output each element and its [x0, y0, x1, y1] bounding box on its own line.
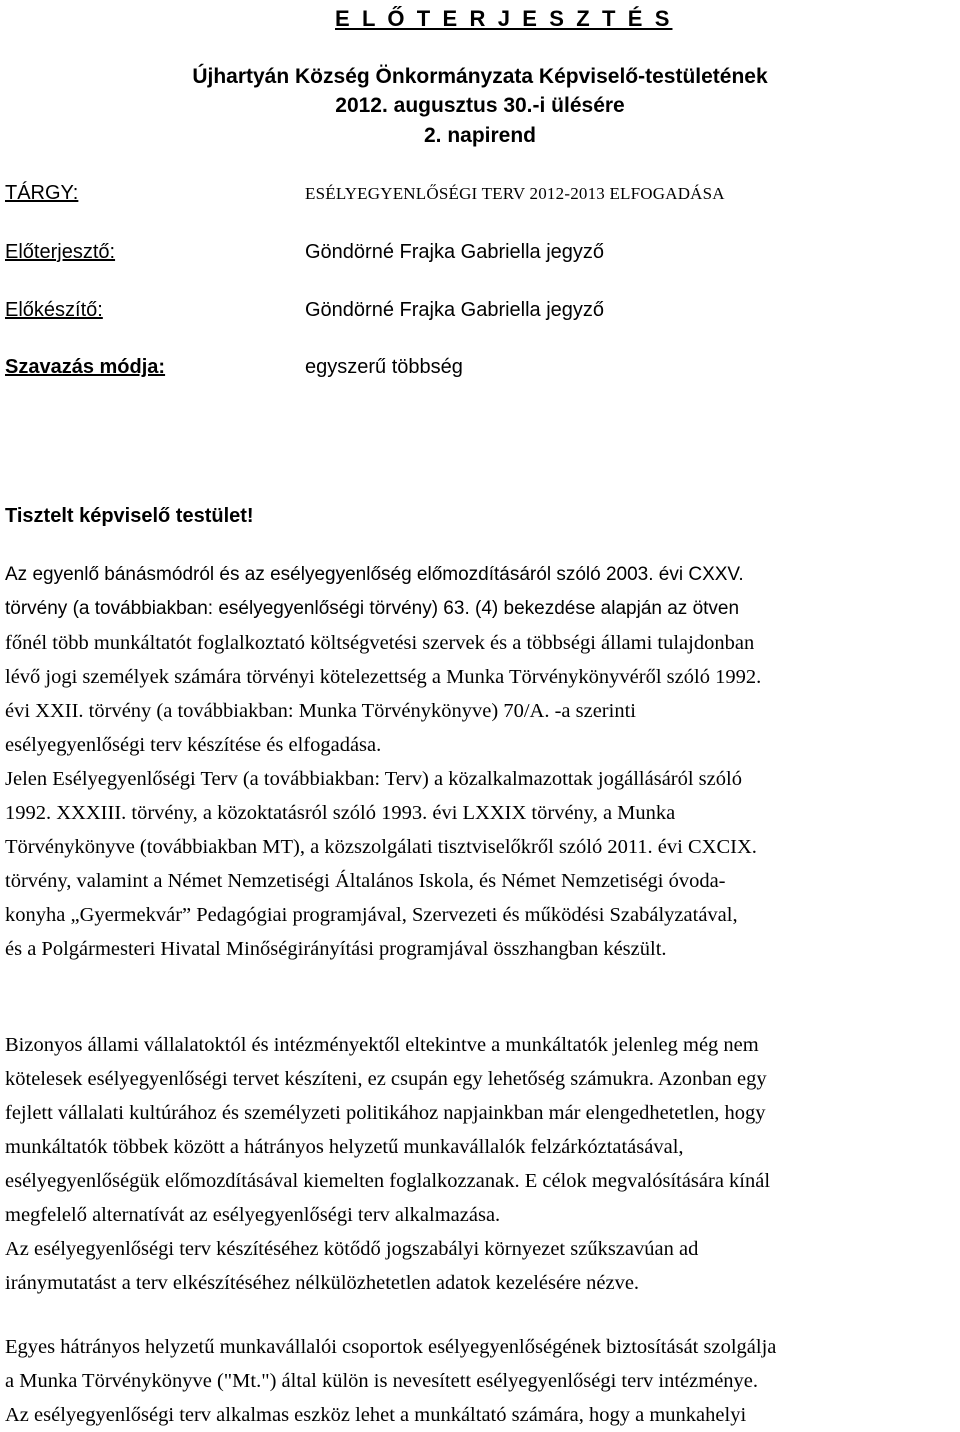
paragraph-line: Az egyenlő bánásmódról és az esélyegyenlőség előmozdításáról szóló 2003. évi CXXV. — [5, 564, 744, 585]
vote-method-label: Szavazás módja: — [5, 356, 166, 378]
paragraph-disadvantaged-groups — [5, 1330, 955, 1432]
heading-line-date: 2012. augusztus 30.-i ülésére — [335, 94, 625, 117]
heading-line-agenda: 2. napirend — [423, 124, 537, 147]
paragraph-line: munkáltatók többek között a hátrányos helyzetű munkavállalók felzárkóztatásával, — [5, 1136, 684, 1158]
preparer-label: Előkészítő: — [5, 299, 103, 321]
paragraph-line: törvény, valamint a Német Nemzetiségi Általános Iskola, és Német Nemzetiségi óvoda- — [5, 870, 726, 892]
paragraph-line: Az esélyegyenlőségi terv készítéséhez kötődő jogszabályi környezet szűkszavúan ad — [5, 1238, 699, 1260]
paragraph-line: iránymutatást a terv elkészítéséhez nélkülözhetetlen adatok kezelésére nézve. — [5, 1272, 640, 1294]
paragraph-line: esélyegyenlőségi terv készítése és elfogadása. — [5, 734, 382, 756]
vote-method-value: egyszerű többség — [305, 356, 463, 378]
paragraph-line: és a Polgármesteri Hivatal Minőségirányítási programjával összhangban készült. — [5, 938, 667, 960]
paragraph-line: törvény (a továbbiakban: esélyegyenlőségi törvény) 63. (4) bekezdése alapján az ötven — [5, 598, 740, 619]
paragraph-line: esélyegyenlőségük előmozdításával kiemelten foglalkozzanak. E célok megvalósítására kínál — [5, 1170, 771, 1192]
paragraph-line: Bizonyos állami vállalatoktól és intézményektől eltekintve a munkáltatók jelenleg még nem — [5, 1034, 759, 1056]
paragraph-line: fejlett vállalati kultúrához és személyzeti politikához napjainkban már elengedhetetlen, hogy — [5, 1102, 766, 1124]
presenter-label: Előterjesztő: — [5, 241, 116, 263]
paragraph-legal-basis — [5, 558, 955, 966]
paragraph-line: Törvénykönyve (továbbiakban MT), a közszolgálati tisztviselőkről szóló 2011. évi CXCIX. — [5, 836, 757, 858]
paragraph-line: 1992. XXXIII. törvény, a közoktatásról szóló 1993. évi LXXIX törvény, a Munka — [5, 802, 676, 824]
paragraph-line: főnél több munkáltatót foglalkoztató költségvetési szervek és a többségi állami tulajdonban — [5, 632, 755, 654]
paragraph-line: Az esélyegyenlőségi terv alkalmas eszköz lehet a munkáltató számára, hogy a munkahelyi — [5, 1404, 747, 1426]
subject-value: ESÉLYEGYENLŐSÉGI TERV 2012-2013 ELFOGADÁSA — [305, 184, 725, 203]
paragraph-line: kötelesek esélyegyenlőségi tervet készíteni, ez csupán egy lehetőség számukra. Azonban egy — [5, 1068, 767, 1090]
paragraph-line: évi XXII. törvény (a továbbiakban: Munka Törvénykönyve) 70/A. -a szerinti — [5, 700, 636, 722]
heading-line-council: Újhartyán Község Önkormányzata Képviselő-testületének — [192, 65, 768, 88]
paragraph-line: lévő jogi személyek számára törvényi kötelezettség a Munka Törvénykönyvéről szóló 1992. — [5, 666, 762, 688]
paragraph-line: megfelelő alternatívát az esélyegyenlőségi terv alkalmazása. — [5, 1204, 501, 1226]
paragraph-line: Egyes hátrányos helyzetű munkavállalói csoportok esélyegyenlőségének biztosítását szolgálja — [5, 1336, 777, 1358]
paragraph-employers — [5, 1028, 955, 1300]
preparer-value: Göndörné Frajka Gabriella jegyző — [305, 299, 605, 321]
subject-label: TÁRGY: — [5, 182, 79, 204]
paragraph-line: a Munka Törvénykönyve ("Mt.") által külön is nevesített esélyegyenlőségi terv intézménye. — [5, 1370, 759, 1392]
paragraph-line: konyha „Gyermekvár” Pedagógiai programjával, Szervezeti és működési Szabályzatával, — [5, 904, 738, 926]
greeting: Tisztelt képviselő testület! — [5, 505, 254, 527]
document-title: E L Ő T E R J E S Z T É S — [335, 6, 673, 31]
paragraph-line: Jelen Esélyegyenlőségi Terv (a továbbiakban: Terv) a közalkalmazottak jogállásáról szóló — [5, 768, 742, 790]
presenter-value: Göndörné Frajka Gabriella jegyző — [305, 241, 605, 263]
